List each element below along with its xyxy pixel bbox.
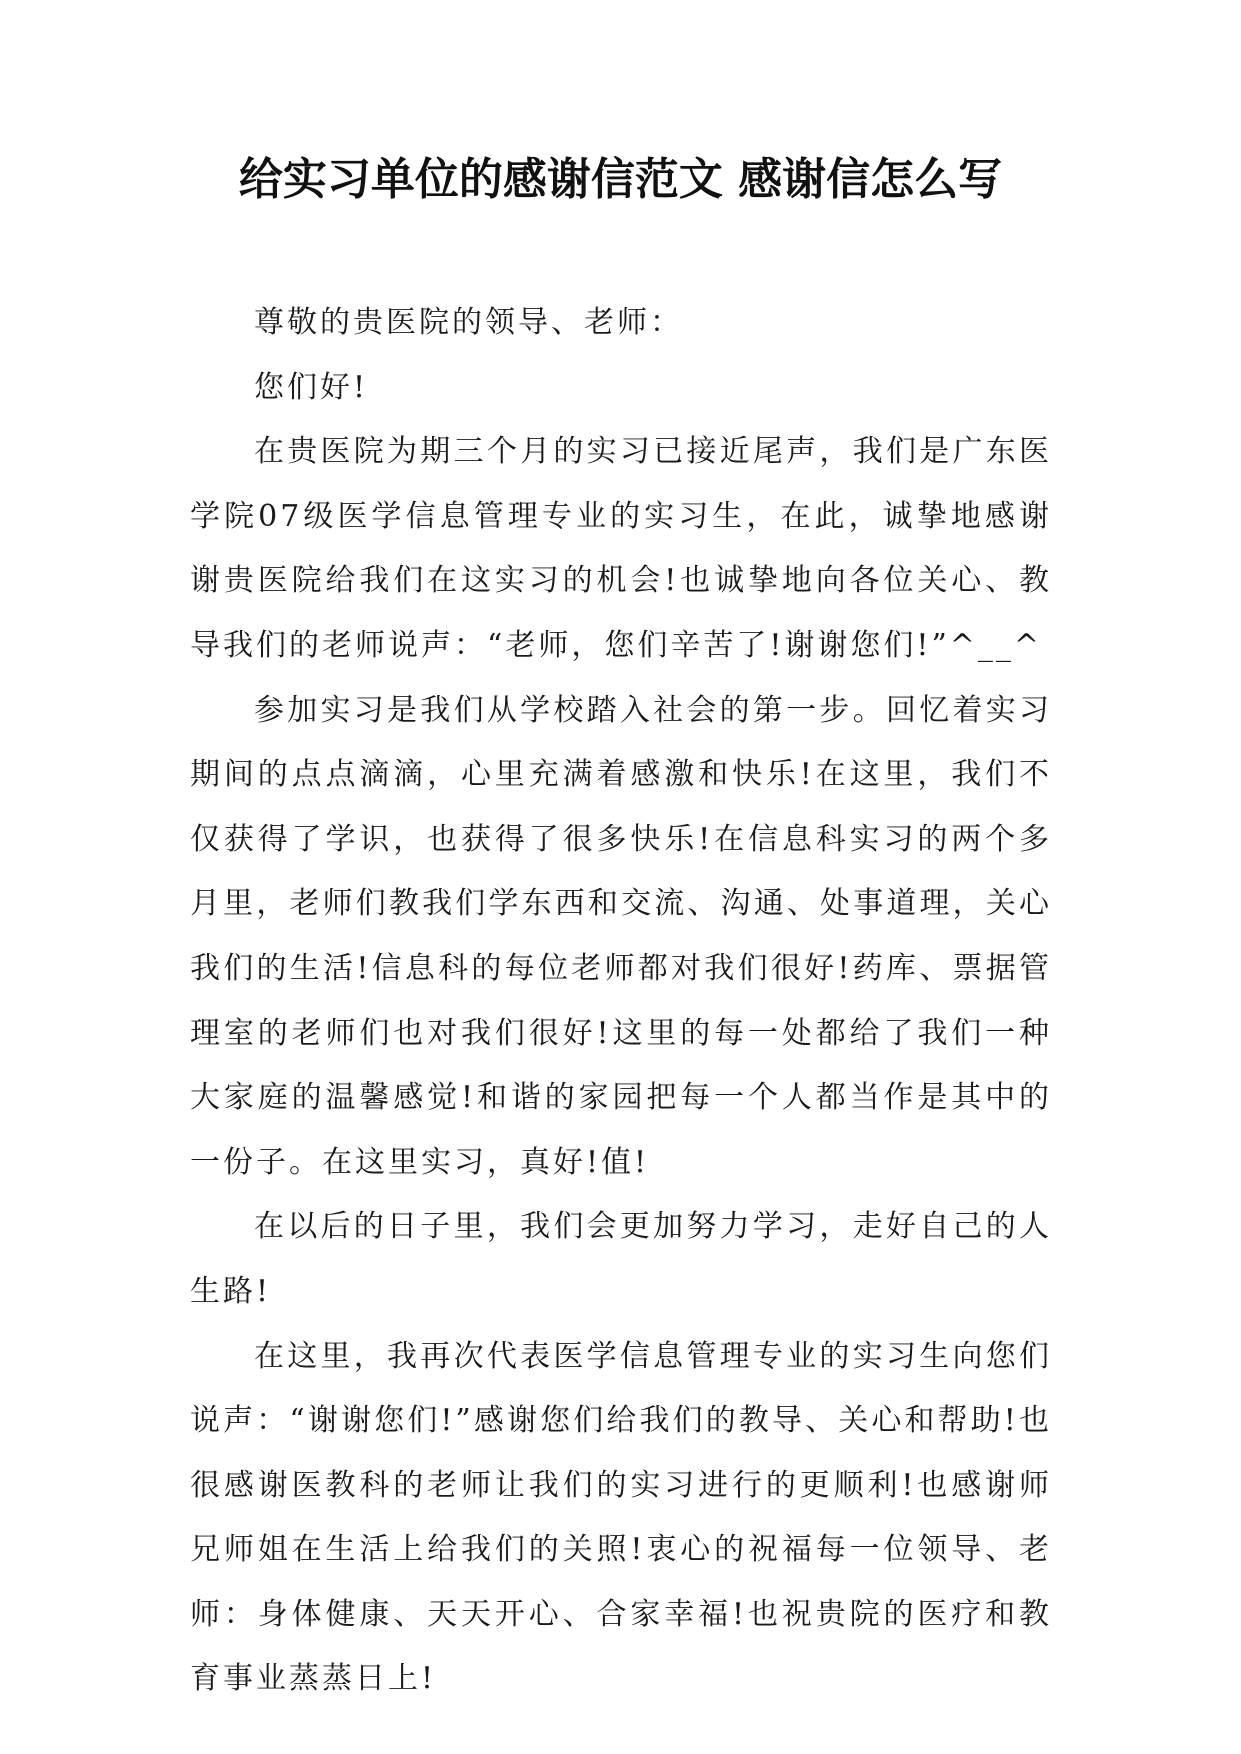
salutation: 尊敬的贵医院的领导、老师：: [254, 305, 683, 340]
body-paragraph-closing: 在这里，我再次代表医学信息管理专业的实习生向您们说声：“谢谢您们!”感谢您们给我们的教导、关心和帮助!也很感谢医教科的老师让我们的实习进行的更顺利!也感谢师兄师姐在生活上给我们的关照!衷心的祝福每一位领导、老师：身体健康、天天开心、合家幸福!也祝贵院的医疗和教育事业蒸蒸日上!: [190, 1338, 1052, 1697]
greeting: 您们好!: [254, 369, 369, 405]
document-title: 给实习单位的感谢信范文 感谢信怎么写: [238, 154, 1003, 205]
body-paragraph-experience: 参加实习是我们从学校踏入社会的第一步。回忆着实习期间的点点滴滴，心里充满着感激和快乐!在这里，我们不仅获得了学识，也获得了很多快乐!在信息科实习的两个多月里，老师们教我们学东西和交流、沟通、处事道理，关心我们的生活!信息科的每位老师都对我们很好!药库、票据管理室的老师们也对我们很好!这里的每一处都给了我们一种大家庭的温馨感觉!和谐的家园把每一个人都当作是其中的一份子。在这里实习，真好!值!: [190, 692, 1052, 1180]
letter-body: [190, 291, 1052, 1712]
body-paragraph-intro: 在贵医院为期三个月的实习已接近尾声，我们是广东医学院07级医学信息管理专业的实习生，在此，诚挚地感谢谢贵医院给我们在这实习的机会!也诚挚地向各位关心、教导我们的老师说声：“老师，您们辛苦了!谢谢您们!”^__^: [190, 434, 1052, 663]
body-paragraph-future: 在以后的日子里，我们会更加努力学习，走好自己的人生路!: [190, 1209, 1052, 1309]
